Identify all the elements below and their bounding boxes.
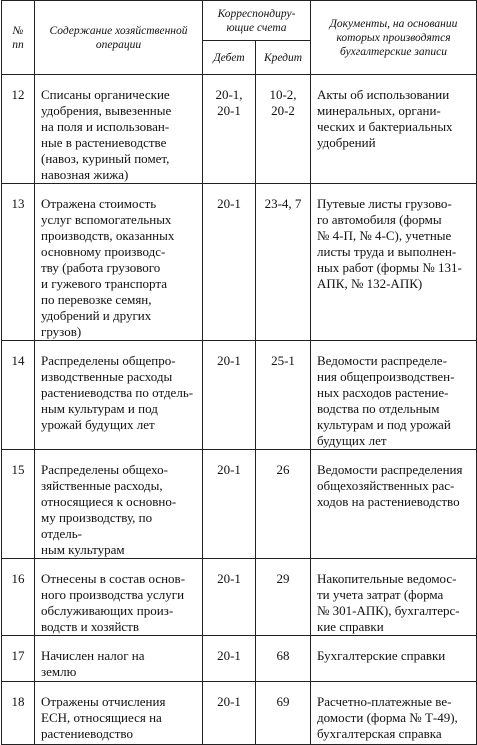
header-credit: Кредит	[256, 41, 311, 75]
row-number: 15	[2, 450, 35, 559]
debit-cell: 20-1	[203, 636, 256, 682]
row-number: 16	[2, 559, 35, 636]
table-row	[2, 184, 477, 341]
debit-cell: 20-1	[203, 559, 256, 636]
row-number: 14	[2, 341, 35, 450]
header-debit: Дебет	[203, 41, 256, 75]
row-number: 17	[2, 636, 35, 682]
accounting-entries-table	[1, 0, 477, 745]
credit-cell: 26	[256, 450, 311, 559]
table-row	[2, 682, 477, 745]
documents-cell: Бухгалтерские справки	[311, 636, 477, 682]
document-page	[1, 0, 476, 741]
documents-cell: Расчетно-платежные ве- домости (форма № Т-49), бухгалтерская справка	[311, 682, 477, 745]
debit-cell: 20-1, 20-1	[203, 75, 256, 184]
documents-cell: Накопительные ведомос- ти учета затрат (форма № 301-АПК), бухгалтерс- кие справки	[311, 559, 477, 636]
credit-cell: 29	[256, 559, 311, 636]
documents-cell: Путевые листы грузово- го автомобиля (формы № 4-П, № 4-С), учетные листы труда и выполнен- ных работ (формы № 131- АПК, № 132-АПК)	[311, 184, 477, 341]
table-row	[2, 559, 477, 636]
row-number: 12	[2, 75, 35, 184]
table-row	[2, 75, 477, 184]
row-number: 18	[2, 682, 35, 745]
header-documents: Документы, на основании которых производятся бухгалтерские записи	[311, 1, 477, 75]
credit-cell: 25-1	[256, 341, 311, 450]
operation-cell: Распределены общехо- зяйственные расходы, относящиеся к основно- му производству, по отдель- ным культурам	[35, 450, 203, 559]
operation-cell: Распределены общепро- изводственные расходы растениеводства по отдель- ным культурам и под урожай будущих лет	[35, 341, 203, 450]
documents-cell: Акты об использовании минеральных, органи- ческих и бактериальных удобрений	[311, 75, 477, 184]
operation-cell: Отражена стоимость услуг вспомогательных производств, оказанных основному производс- тву (работа грузового и гужевого транспорта по перевозке семян, удобрений и других грузов)	[35, 184, 203, 341]
credit-cell: 10-2, 20-2	[256, 75, 311, 184]
documents-cell: Ведомости распределения общехозяйственных рас- ходов на растениеводство	[311, 450, 477, 559]
credit-cell: 23-4, 7	[256, 184, 311, 341]
header-operation: Содержание хозяйственной операции	[35, 1, 203, 75]
credit-cell: 69	[256, 682, 311, 745]
debit-cell: 20-1	[203, 682, 256, 745]
documents-cell: Ведомости распределе- ния общепроизводствен- ных расходов растение- водства по отдельным культурам и под урожай будущих лет	[311, 341, 477, 450]
operation-cell: Отражены отчисления ЕСН, относящиеся на растениеводство	[35, 682, 203, 745]
header-corresponding-accounts: Корреспондиру- ющие счета	[203, 1, 311, 41]
operation-cell: Списаны органические удобрения, вывезенные на поля и использован- ные в растениеводстве (навоз, куриный помет, навозная жижа)	[35, 75, 203, 184]
operation-cell: Отнесены в состав основ- ного производства услуги обслуживающих произ- водств и хозяйств	[35, 559, 203, 636]
credit-cell: 68	[256, 636, 311, 682]
table-row	[2, 636, 477, 682]
header-number: № пп	[2, 1, 35, 75]
operation-cell: Начислен налог на землю	[35, 636, 203, 682]
row-number: 13	[2, 184, 35, 341]
debit-cell: 20-1	[203, 450, 256, 559]
table-row	[2, 341, 477, 450]
debit-cell: 20-1	[203, 184, 256, 341]
debit-cell: 20-1	[203, 341, 256, 450]
table-row	[2, 450, 477, 559]
